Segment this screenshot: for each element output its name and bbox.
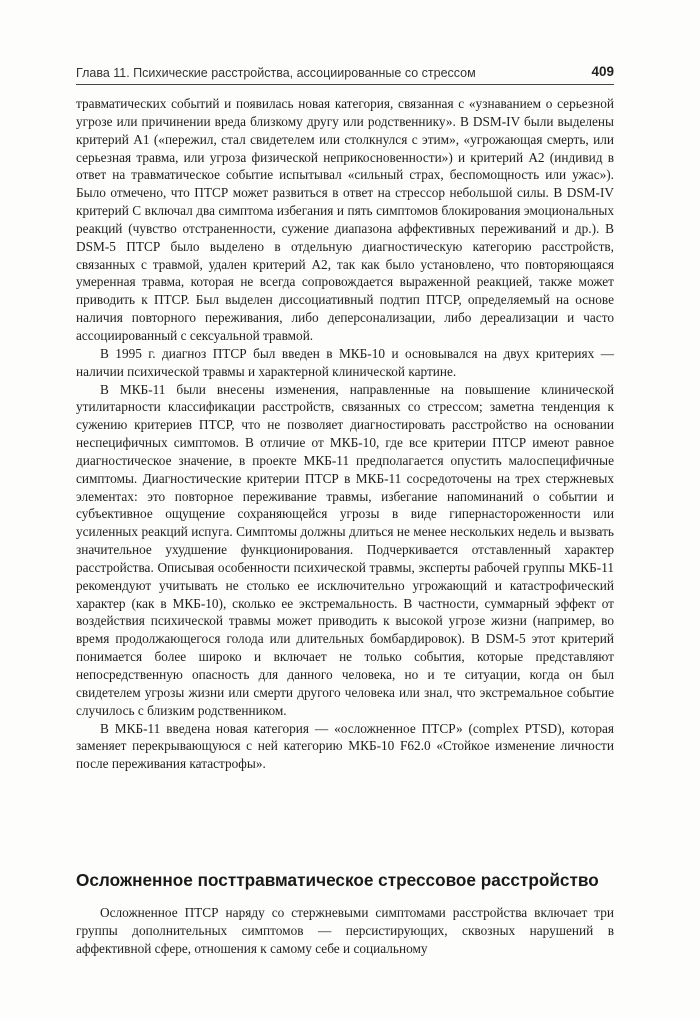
paragraph-icd11-changes: В МКБ-11 были внесены изменения, направленные на повышение клинической утилитарности классификации расстройств, связанных со стрессом; заметна тенденция к сужению критериев ПТСР, что не позволяет диагностировать расстройство на основании неспецифичных симптомов. В отличие от МКБ-10, где все критерии ПТСР имеют равное диагностическое значение, в проекте МКБ-11 предполагается опустить малоспецифичные симптомы. Диагностические критерии ПТСР в МКБ-11 сосредоточены на трех стержневых элементах: это повторное переживание травмы, избегание напоминаний о событии и субъективное ощущение сохраняющейся угрозы в виде гипернастороженности или усиленных реакций испуга. Симптомы должны длиться не менее нескольких недель и вызвать значительное ухудшение функционирования. Подчеркивается отставленный характер расстройства. Описывая особенности психической травмы, эксперты рабочей группы МКБ-11 рекомендуют учитывать не столько ее исключительно угрожающий и катастрофический характер (как в МКБ-10), сколько ее экстремальность. В частности, суммарный эффект от воздействия психической травмы может приводить к высокой угрозе жизни (например, во время продолжающегося голода или длительных бомбардировок). В DSM-5 этот критерий понимается более широко и включает не только события, которые представляют непосредственную опасность для данного человека, но и те ситуации, когда он был свидетелем угрозы жизни или смерти другого человека или знал, что экстремальное событие случилось с близким родственником. (76, 381, 614, 718)
section-text (76, 904, 614, 958)
page-number: 409 (591, 64, 614, 79)
running-head (76, 64, 614, 85)
paragraph-icd10: В 1995 г. диагноз ПТСР был введен в МКБ-10 и основывался на двух критериях — наличии психической травмы и характерной клинической картине. (76, 345, 614, 379)
main-text (76, 95, 614, 773)
chapter-title: Глава 11. Психические расстройства, ассоциированные со стрессом (76, 66, 476, 80)
paragraph-continued: травматических событий и появилась новая категория, связанная с «узнаванием о серьезной угрозе или причинении вреда близкому другу или родственнику». В DSM-IV были выделены критерий A1 («пережил, стал свидетелем или столкнулся с этим», «угрожающая смерть, или серьезная травма, или угроза физической неприкосновенности») и критерий A2 (индивид в ответ на травматическое событие испытывал «сильный страх, беспомощность или ужас»). Было отмечено, что ПТСР может развиться в ответ на стрессор небольшой силы. В DSM-IV критерий C включал два симптома избегания и пять симптомов блокирования эмоциональных реакций (чувство отстраненности, сужение диапазона аффективных переживаний и др.). В DSM-5 ПТСР было выделено в отдельную диагностическую категорию расстройств, связанных с травмой, удален критерий A2, так как было установлено, что повторяющаяся умеренная травма, которая не всегда сопровождается выраженной реакцией, также может приводить к ПТСР. Был выделен диссоциативный подтип ПТСР, определяемый на основе наличия повторного переживания, либо деперсонализации, либо дереализации и часто ассоциированный с сексуальной травмой. (76, 96, 614, 343)
section-heading: Осложненное посттравматическое стрессовое расстройство (76, 870, 599, 890)
section-paragraph: Осложненное ПТСР наряду со стержневыми симптомами расстройства включает три группы дополнительных симптомов — персистирующих, сквозных нарушений в аффективной сфере, отношения к самому себе и социальному (76, 905, 614, 956)
paragraph-complex-ptsd: В МКБ-11 введена новая категория — «осложненное ПТСР» (complex PTSD), которая заменяет перекрывающуюся с ней категорию МКБ-10 F62.0 «Стойкое изменение личности после переживания катастрофы». (76, 720, 614, 772)
